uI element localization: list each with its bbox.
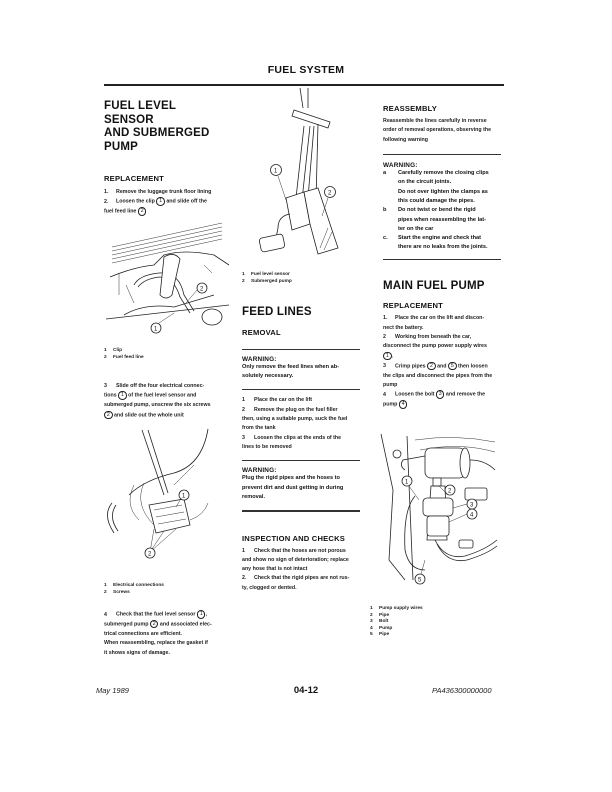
legend-item: 1 Electrical connections: [104, 583, 164, 588]
footer-doc-code: PA436300000000: [432, 686, 492, 695]
footer-date: May 1989: [96, 686, 129, 695]
warning-item-a: a Carefully remove the closing clips on the circuit joints. Do not over tighten the clamps as this could damage the pipes.: [383, 170, 489, 204]
warning-label: WARNING:: [242, 467, 277, 475]
callout-ref: 1: [383, 352, 392, 361]
figure-main-fuel-pump: [375, 430, 500, 590]
warning-label: WARNING:: [383, 162, 418, 170]
callout-label: 5: [418, 577, 422, 584]
figure-1-legend: [104, 348, 229, 361]
header-divider: [104, 84, 504, 86]
callout-label: 2: [148, 551, 152, 558]
title-line: PUMP: [104, 140, 139, 153]
callout-ref: 3: [436, 390, 445, 399]
figure-electrical-connections: [104, 425, 229, 560]
page-header-title: FUEL SYSTEM: [267, 64, 345, 76]
middle-column: [242, 306, 360, 593]
warning-text: Plug the rigid pipes and the hoses to prevent dirt and dust getting in during removal.: [242, 475, 344, 501]
legend-item: 1 Fuel level sensor: [242, 272, 290, 277]
callout-ref: 1: [156, 197, 165, 206]
divider: [383, 259, 501, 260]
section-title-fuel-level-sensor: [104, 100, 229, 154]
legend-item: 2 Screws: [104, 589, 130, 595]
divider: [383, 154, 501, 155]
callout-label: 3: [470, 502, 474, 509]
callout-label: 1: [154, 326, 158, 333]
callout-label: 2: [448, 488, 452, 495]
figure-3-legend: [104, 583, 229, 596]
figure-2-legend: [242, 272, 357, 285]
legend-item: 1 Pump supply wires: [370, 606, 423, 611]
legend-item: 2 Pipe: [370, 612, 390, 618]
replacement-heading: REPLACEMENT: [383, 301, 443, 311]
callout-ref: 5: [448, 362, 457, 371]
warning-label: WARNING:: [242, 355, 277, 363]
pump-step-3: 3 Crimp pipes 2 and 5 then loosen the clips and disconnect the pipes from the pump: [383, 362, 493, 388]
legend-item: 2 Submerged pump: [242, 278, 292, 284]
inspection-step-2: 2. Check that the rigid pipes are not rus- ty, clogged or dented.: [242, 575, 350, 591]
callout-label: 2: [328, 190, 332, 197]
callout-label: 1: [182, 493, 186, 500]
step-4: 4 Check that the fuel level sensor 1 , submerged pump 2 and associated elec- trical connections are efficient. When reassembling, replace the gasket if it shows signs of damage.: [104, 611, 212, 656]
reassembly-heading: REASSEMBLY: [383, 104, 438, 113]
footer-page-number: 04-12: [293, 685, 319, 696]
legend-item: 1 Clip: [104, 348, 123, 353]
callout-label: 4: [470, 512, 474, 519]
callout-ref: 2: [138, 207, 147, 216]
callout-ref: 2: [150, 620, 159, 629]
pump-step-4: 4 Loosen the bolt 3 and remove the pump 4: [383, 391, 486, 408]
step-2: 2. Loosen the clip 1 and slide off the fuel feed line 2: [104, 198, 207, 215]
inspection-step-1: 1 Check that the hoses are not porous and show no sign of deterioration; replace any hose that is not intact: [242, 547, 349, 573]
divider: [242, 349, 360, 350]
left-column: [104, 100, 229, 217]
step-1: 1. Remove the luggage trunk floor lining: [104, 189, 212, 195]
step-3: 3 Slide off the four electrical connec- tions 1 of the fuel level sensor and submerged pump, unscrew the six screws 2 and slide out the whole unit: [104, 383, 211, 419]
figure-4-legend: [370, 606, 495, 639]
legend-item: 4 Pump: [370, 625, 393, 631]
figure-clip-fuel-line: [104, 215, 234, 340]
figure-sensor-pump-unit: [238, 88, 363, 268]
removal-step-1: 1 Place the car on the lift: [242, 397, 312, 404]
callout-ref: 4: [399, 400, 408, 409]
warning-text: Only remove the feed lines when ab- solutely necessary.: [242, 363, 339, 379]
callout-ref: 1: [197, 610, 206, 619]
warning-item-c: c. Start the engine and check that there are no leaks from the joints.: [383, 235, 488, 251]
pump-step-2: 2 Working from beneath the car, disconnect the pump power supply wires 1 .: [383, 334, 487, 360]
legend-item: 2 Fuel feed line: [104, 354, 144, 360]
warning-item-b: b Do not twist or bend the rigid pipes when reassembling the lat- ter on the car: [383, 207, 486, 232]
section-title-feed-lines: FEED LINES: [242, 306, 312, 318]
callout-label: 1: [405, 479, 409, 486]
callout-ref: 2: [104, 411, 113, 420]
callout-ref: 1: [118, 391, 127, 400]
callout-label: 2: [200, 286, 204, 293]
divider: [242, 389, 360, 390]
reassembly-text: Reassemble the lines carefully in reverse order of removal operations, observing the following warning: [383, 118, 492, 143]
legend-item: 5 Pipe: [370, 632, 390, 638]
title-line: AND SUBMERGED: [104, 127, 210, 139]
removal-step-3: 3 Loosen the clips at the ends of the lines to be removed: [242, 434, 342, 450]
section-title-main-fuel-pump: MAIN FUEL PUMP: [383, 279, 485, 292]
pump-step-1: 1. Place the car on the lift and discon- nect the battery.: [383, 315, 485, 331]
replacement-heading: REPLACEMENT: [104, 174, 164, 183]
divider: [242, 460, 360, 461]
right-column: [383, 104, 501, 410]
callout-label: 1: [274, 168, 278, 175]
removal-heading: REMOVAL: [242, 327, 281, 337]
removal-step-2: 2 Remove the plug on the fuel filler then, using a suitable pump, suck the fuel from the tank: [242, 406, 348, 432]
legend-item: 3 Bolt: [370, 619, 389, 625]
callout-ref: 2: [427, 362, 436, 371]
inspection-heading: INSPECTION AND CHECKS: [242, 533, 346, 543]
title-line: FUEL LEVEL SENSOR: [104, 100, 176, 126]
divider: [242, 510, 360, 511]
